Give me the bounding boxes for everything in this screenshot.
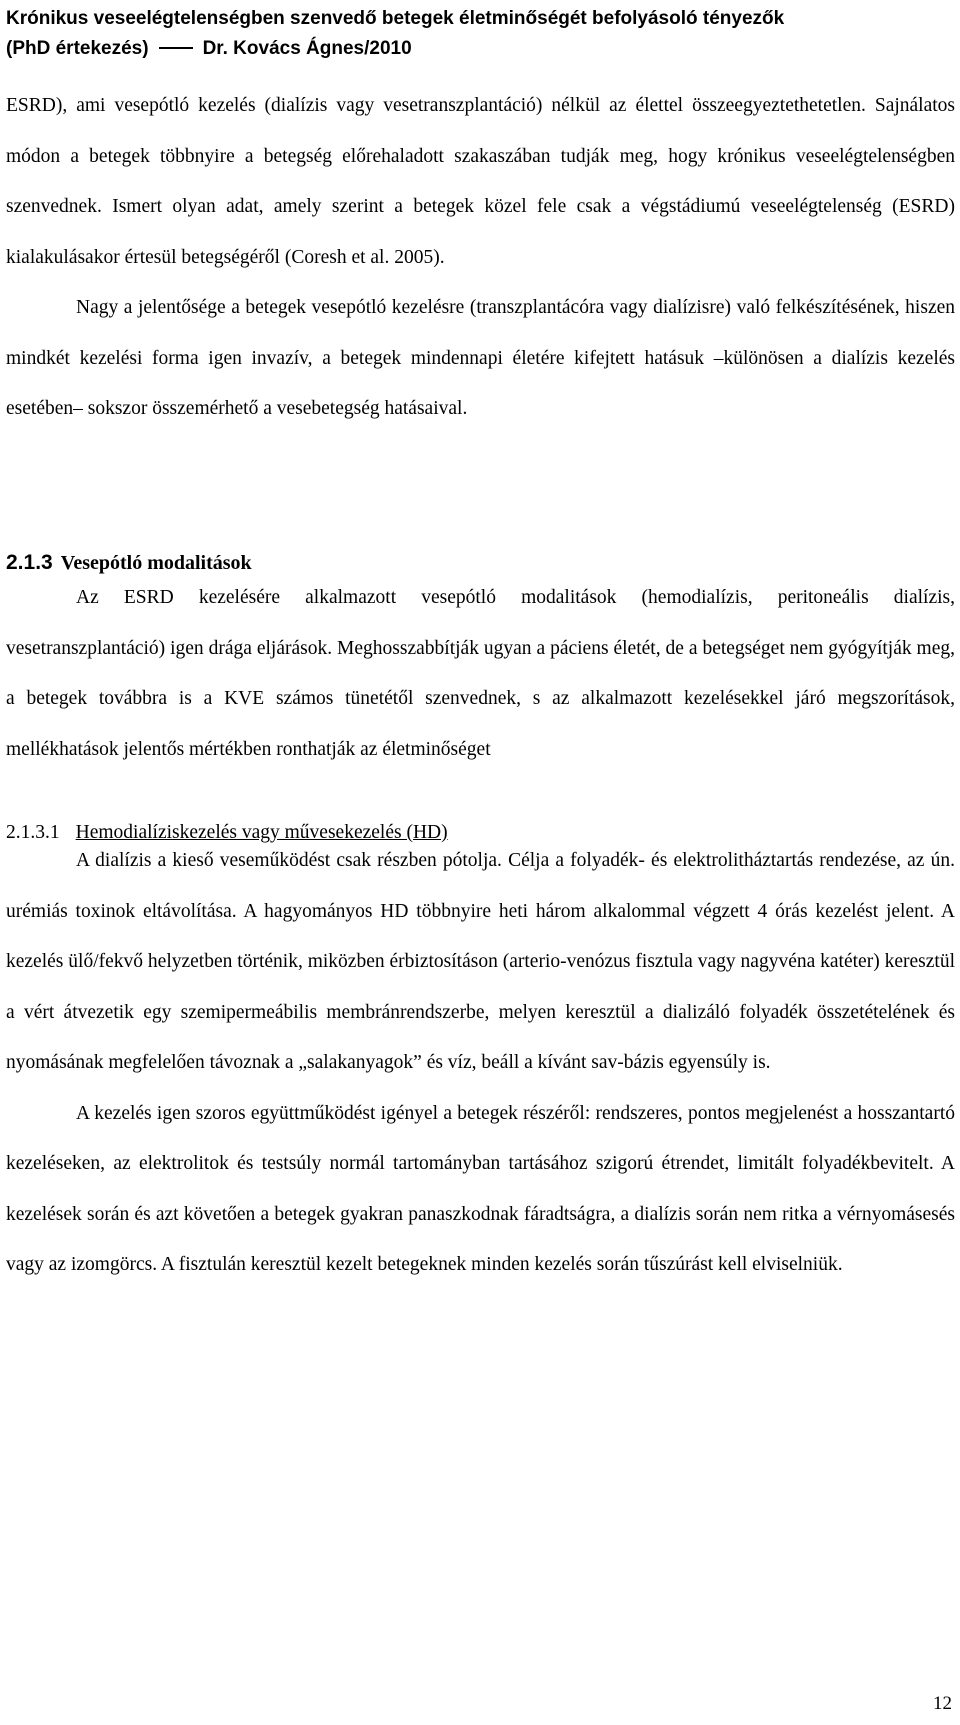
header-dash (159, 47, 193, 49)
header-thesis-label: (PhD értekezés) (6, 38, 149, 59)
paragraph-dialysis: A dialízis a kieső veseműködést csak részben pótolja. Célja a folyadék- és elektrolitháztartás rendezése, az ún. urémiás toxinok eltávolítása. A hagyományos HD többnyire heti három alkalommal végzett 4 órás kezelést jelent. A kezelés ülő/fekvő helyzetben történik, miközben érbiztosításon (arterio-venózus fisztula vagy nagyvéna katéter) keresztül a vért átvezetik egy szemipermeábilis membránrendszerbe, melyen keresztül a dializáló folyadék összetételének és nyomásának megfelelően távoznak a „salakanyagok” és víz, beáll a kívánt sav-bázis egyensúly is. (6, 850, 955, 1073)
paragraph-esrd: ESRD), ami vesepótló kezelés (dialízis vagy vesetranszplantáció) nélkül az élettel összeegyeztethetetlen. Sajnálatos módon a betegek többnyire a betegség előrehaladott szakaszában tudják meg, hogy krónikus veseelégtelenségben szenvednek. Ismert olyan adat, amely szerint a betegek közel fele csak a végstádiumú veseelégtelenség (ESRD) kialakulásakor értesül betegségéről (Coresh et al. 2005). (6, 95, 955, 268)
paragraph-cooperation: A kezelés igen szoros együttműködést igényel a betegek részéről: rendszeres, pontos megjelenést a hosszantartó kezeléseken, az elektrolitok és testsúly normál tartományban tartásához szigorú étrendet, limitált folyadékbevitelt. A kezelések során és azt követően a betegek gyakran panaszkodnak fáradtságra, a dialízis során nem ritka a vérnyomásesés vagy az izomgörcs. A fisztulán keresztül kezelt betegeknek minden kezelés során tűszúrást kell elviselniük. (6, 1102, 955, 1275)
header-author-year: Dr. Kovács Ágnes/2010 (202, 38, 412, 59)
page-number: 12 (933, 1693, 952, 1714)
header-title: Krónikus veseelégtelenségben szenvedő betegek életminőségét befolyásoló tényezők (6, 8, 785, 29)
intro-text-block (6, 81, 955, 435)
section-number: 2.1.3 (6, 551, 53, 574)
running-header (6, 4, 956, 64)
subsection-text-block (6, 836, 955, 1291)
paragraph-preparation: Nagy a jelentősége a betegek vesepótló kezelésre (transzplantácóra vagy dialízisre) való felkészítésének, hiszen mindkét kezelési forma igen invazív, a betegek mindennapi életére kifejtett hatásuk –különösen a dialízis kezelés esetében– sokszor összemérhető a vesebetegség hatásaival. (6, 297, 955, 419)
header-subtitle (6, 34, 956, 64)
section-title: Vesepótló modalitások (60, 552, 252, 574)
subsection-title: Hemodialíziskezelés vagy művesekezelés (HD) (75, 822, 448, 843)
paragraph-modalities: Az ESRD kezelésére alkalmazott vesepótló modalitások (hemodialízis, peritoneális dialízis, vesetranszplantáció) igen drága eljárások. Meghosszabbítják ugyan a páciens életét, de a betegséget nem gyógyítják meg, a betegek továbbra is a KVE számos tünetétől szenvednek, s az alkalmazott kezelésekkel járó megszorítások, mellékhatások jelentős mértékben ronthatják az életminőséget (6, 587, 955, 760)
section-text-block (6, 573, 955, 775)
subsection-number: 2.1.3.1 (6, 822, 60, 843)
